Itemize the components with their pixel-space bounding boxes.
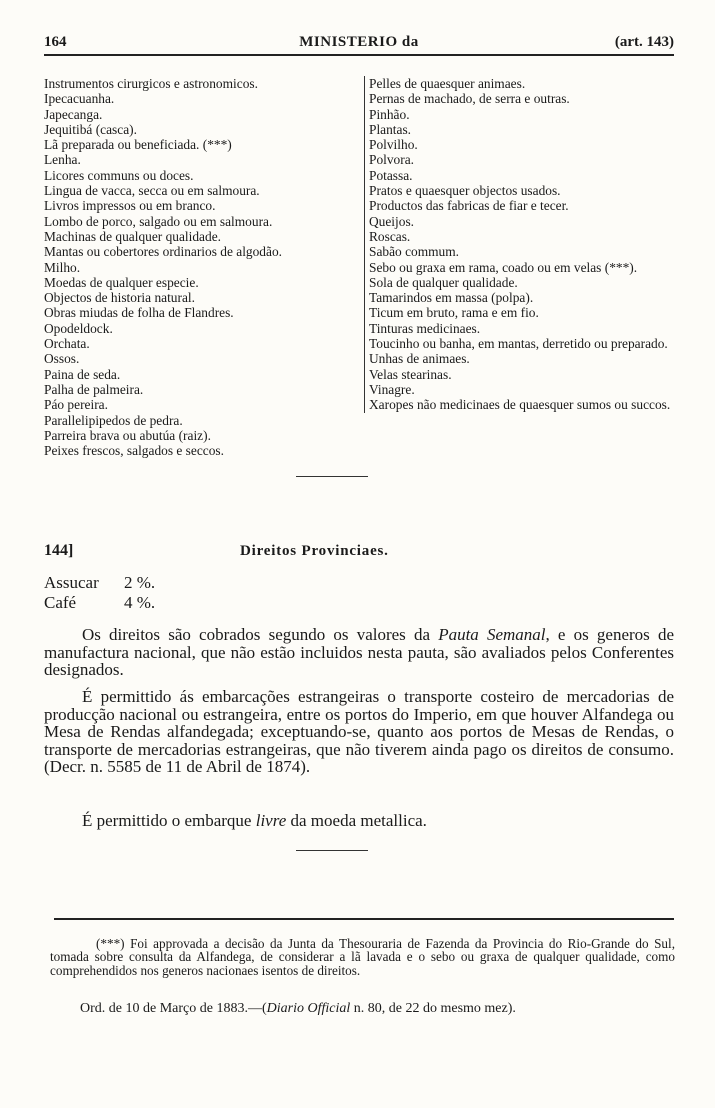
goods-item: Moedas de qualquer especie. [44,274,199,290]
goods-item: Lã preparada ou beneficiada. (***) [44,137,232,153]
goods-item: Palha de palmeira. [44,381,144,397]
goods-item: Potassa. [369,167,413,183]
goods-item: Queijos. [369,213,415,229]
article-reference: (art. 143) [614,34,674,50]
gazette-title: Diario Official [266,1001,351,1016]
rate-row [44,573,155,593]
goods-item: Pratos e quaesquer objectos usados. [369,183,561,199]
goods-item: Polvora. [369,152,415,168]
goods-list-right-column [364,76,676,413]
paragraph-coastal-transport: É permittido ás embarcações estrangeiras o transporte costeiro de mercadorias de producção nacional ou estrangeira, entre os portos do Imperio, em que houver Alfandega ou Mesa de Rendas alfandegada; exceptuando-se, quanto aos portos de Mesas de Rendas, o transporte de mercadorias estrangeiras, que não tiverem ainda pago os direitos de consumo. (Decr. n. 5585 de 11 de Abril de 1874). [44,687,674,777]
footnote: (***) Foi approvada a decisão da Junta da Thesouraria de Fazenda da Provincia do Rio-Grande do Sul, tomada sobre consulta da Alfandega, de considerar a lã lavada e o sebo ou graxa de qualquer qualidade, como comprehendidos nos generos nacionaes isentos de direitos. [50,936,675,978]
goods-item: Opodeldock. [44,320,113,336]
goods-item: Jequitibá (casca). [44,121,137,137]
goods-item: Machinas de qualquer qualidade. [44,228,221,244]
paragraph-valuation [44,626,674,679]
section-title: Direitos Provinciaes. [240,543,389,559]
page-title: MINISTERIO da [299,34,419,50]
rate-name: Assucar [44,573,99,592]
goods-item: Parallelipipedos de pedra. [44,412,183,428]
section-divider [296,476,368,477]
goods-item: Lenha. [44,152,81,168]
rate-row [44,593,155,613]
paragraph-text: Os direitos são cobrados segundo os valores da [82,625,439,644]
section-number: 144] [44,542,74,559]
citation-text: n. 80, de 22 do mesmo mez). [350,1001,516,1016]
rate-name: Café [44,593,77,612]
goods-item: Pinhão. [369,106,410,122]
paragraph-text: , e os generos de manufactura nacional, que não estão incluidos nesta pauta, são avaliados pelos Conferentes designados. [44,625,675,680]
section-divider [296,850,368,851]
running-header [44,32,674,56]
goods-item: Ticum em bruto, rama e em fio. [369,305,539,321]
goods-item: Japecanga. [44,106,103,122]
goods-item: Vinagre. [369,381,415,397]
goods-item: Polvilho. [369,137,418,153]
goods-item: Toucinho ou banha, em mantas, derretido ou preparado. [369,336,668,352]
goods-item: Sebo ou graxa em rama, coado ou em velas (***). [369,259,638,275]
goods-item: Páo pereira. [44,397,108,413]
goods-item: Ossos. [44,351,80,367]
rate-value: 2 %. [124,573,156,592]
footnote-citation [50,1002,675,1015]
goods-item: Orchata. [44,336,90,352]
goods-item: Pernas de machado, de serra e outras. [369,91,570,107]
goods-item: Roscas. [369,228,411,244]
page-number: 164 [44,34,67,50]
goods-item: Tamarindos em massa (polpa). [369,290,534,306]
emphasis-word: livre [255,811,287,830]
goods-item: Sola de qualquer qualidade. [369,274,518,290]
goods-item: Instrumentos cirurgicos e astronomicos. [44,76,258,91]
goods-item: Objectos de historia natural. [44,290,195,306]
citation-text: Ord. de 10 de Março de 1883.—( [80,1001,267,1016]
goods-item: Obras miudas de folha de Flandres. [44,305,234,321]
goods-item: Pelles de quaesquer animaes. [369,76,526,91]
goods-item: Peixes frescos, salgados e seccos. [44,443,224,459]
goods-item: Xaropes não medicinaes de quaesquer sumos ou succos. [369,397,671,413]
goods-item: Licores communs ou doces. [44,167,194,183]
goods-item: Tinturas medicinaes. [369,320,481,336]
paragraph-text: da moeda metallica. [286,811,427,830]
footnote-rule [54,918,674,920]
goods-item: Livros impressos ou em branco. [44,198,216,214]
goods-item: Sabão commum. [369,244,460,260]
rate-value: 4 %. [124,593,156,612]
goods-item: Velas stearinas. [369,366,452,382]
goods-item: Unhas de animaes. [369,351,470,367]
goods-list-left-column [44,76,358,458]
paragraph-currency [44,812,674,830]
goods-item: Lombo de porco, salgado ou em salmoura. [44,213,273,229]
goods-item: Plantas. [369,121,412,137]
goods-item: Lingua de vacca, secca ou em salmoura. [44,183,260,199]
goods-item: Ipecacuanha. [44,91,115,107]
goods-item: Parreira brava ou abutúa (raiz). [44,427,211,443]
paragraph-text: É permittido o embarque [82,811,256,830]
pauta-title: Pauta Semanal [438,625,546,644]
goods-item: Paina de seda. [44,366,121,382]
goods-item: Productos das fabricas de fiar e tecer. [369,198,569,214]
goods-item: Milho. [44,259,81,275]
goods-item: Mantas ou cobertores ordinarios de algodão. [44,244,282,260]
